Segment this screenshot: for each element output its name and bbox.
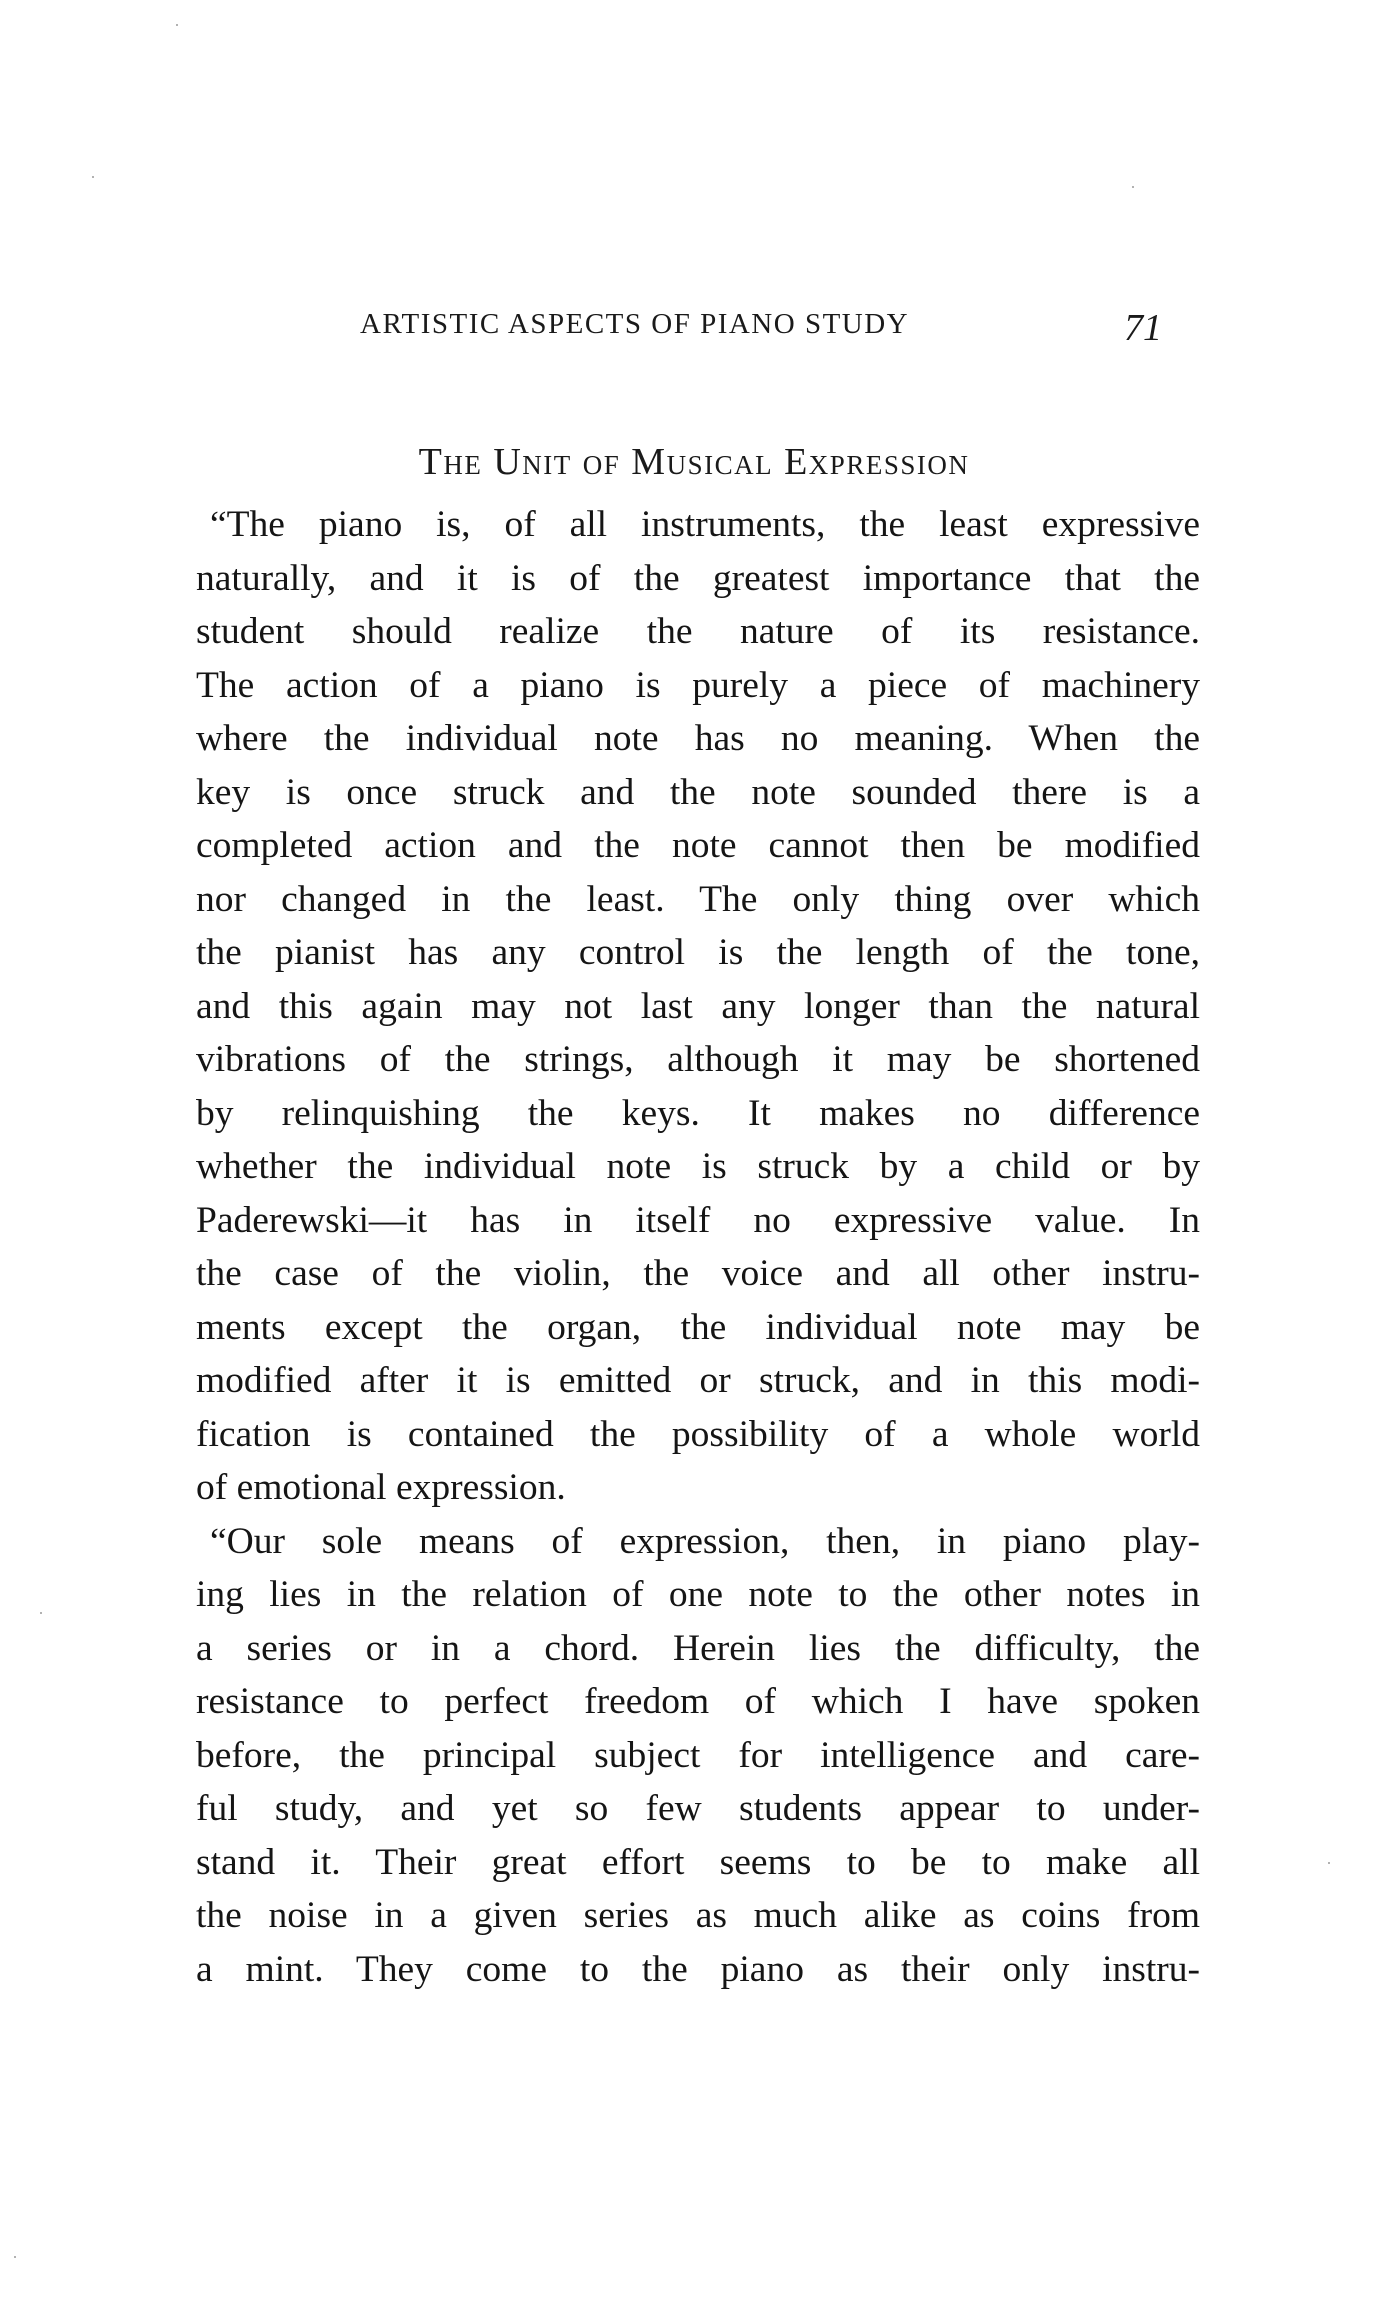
paper-speck xyxy=(1132,186,1134,188)
text-line: resistance to perfect freedom of which I have spoken xyxy=(196,1681,1200,1722)
running-head xyxy=(360,308,1210,358)
text-line: ing lies in the relation of one note to the other notes in xyxy=(196,1574,1200,1615)
text-line: “The piano is, of all instruments, the least expressive xyxy=(210,504,1200,545)
text-line: whether the individual note is struck by a child or by xyxy=(196,1146,1200,1187)
text-line: before, the principal subject for intelligence and care- xyxy=(196,1734,1200,1776)
text-line: completed action and the note cannot then be modified xyxy=(196,825,1200,866)
text-line: ments except the organ, the individual note may be xyxy=(196,1306,1200,1348)
text-line: naturally, and it is of the greatest importance that the xyxy=(196,557,1200,599)
paper-speck xyxy=(176,24,178,26)
text-line: by relinquishing the keys. It makes no difference xyxy=(196,1092,1200,1134)
text-line: vibrations of the strings, although it may be shortened xyxy=(196,1039,1200,1080)
body-text xyxy=(196,498,1200,1996)
text-line: key is once struck and the note sounded there is a xyxy=(196,771,1200,813)
text-line: a mint. They come to the piano as their only instru- xyxy=(196,1948,1200,1990)
section-title: The Unit of Musical Expression xyxy=(418,441,970,483)
text-line: a series or in a chord. Herein lies the difficulty, the xyxy=(196,1627,1200,1669)
paper-speck xyxy=(1328,1862,1330,1864)
text-line: ful study, and yet so few students appear to under- xyxy=(196,1788,1200,1829)
paper-speck xyxy=(92,176,94,178)
paper-speck xyxy=(40,1612,42,1614)
text-line: student should realize the nature of its resistance. xyxy=(196,611,1200,652)
text-line: the case of the violin, the voice and all other instru- xyxy=(196,1253,1200,1294)
text-line: stand it. Their great effort seems to be to make all xyxy=(196,1841,1200,1883)
paper-speck xyxy=(14,2256,16,2258)
text-line: and this again may not last any longer than the natural xyxy=(196,985,1200,1027)
text-line: The action of a piano is purely a piece of machinery xyxy=(196,664,1200,706)
text-line: modified after it is emitted or struck, and in this modi- xyxy=(196,1360,1200,1401)
paragraph-1 xyxy=(196,498,1200,1515)
text-line: Paderewski—it has in itself no expressive value. In xyxy=(196,1199,1200,1241)
text-line: the noise in a given series as much alike as coins from xyxy=(196,1895,1200,1936)
page-number: 71 xyxy=(1124,307,1162,349)
text-line: nor changed in the least. The only thing over which xyxy=(196,878,1200,920)
text-line: of emotional expression. xyxy=(196,1467,566,1508)
text-line: where the individual note has no meaning. When the xyxy=(196,718,1200,759)
text-line: the pianist has any control is the length of the tone, xyxy=(196,932,1200,973)
paragraph-2 xyxy=(196,1515,1200,1997)
running-title: ARTISTIC ASPECTS OF PIANO STUDY xyxy=(360,308,910,340)
text-line: fication is contained the possibility of a whole world xyxy=(196,1413,1200,1455)
text-line: “Our sole means of expression, then, in piano play- xyxy=(210,1520,1200,1562)
